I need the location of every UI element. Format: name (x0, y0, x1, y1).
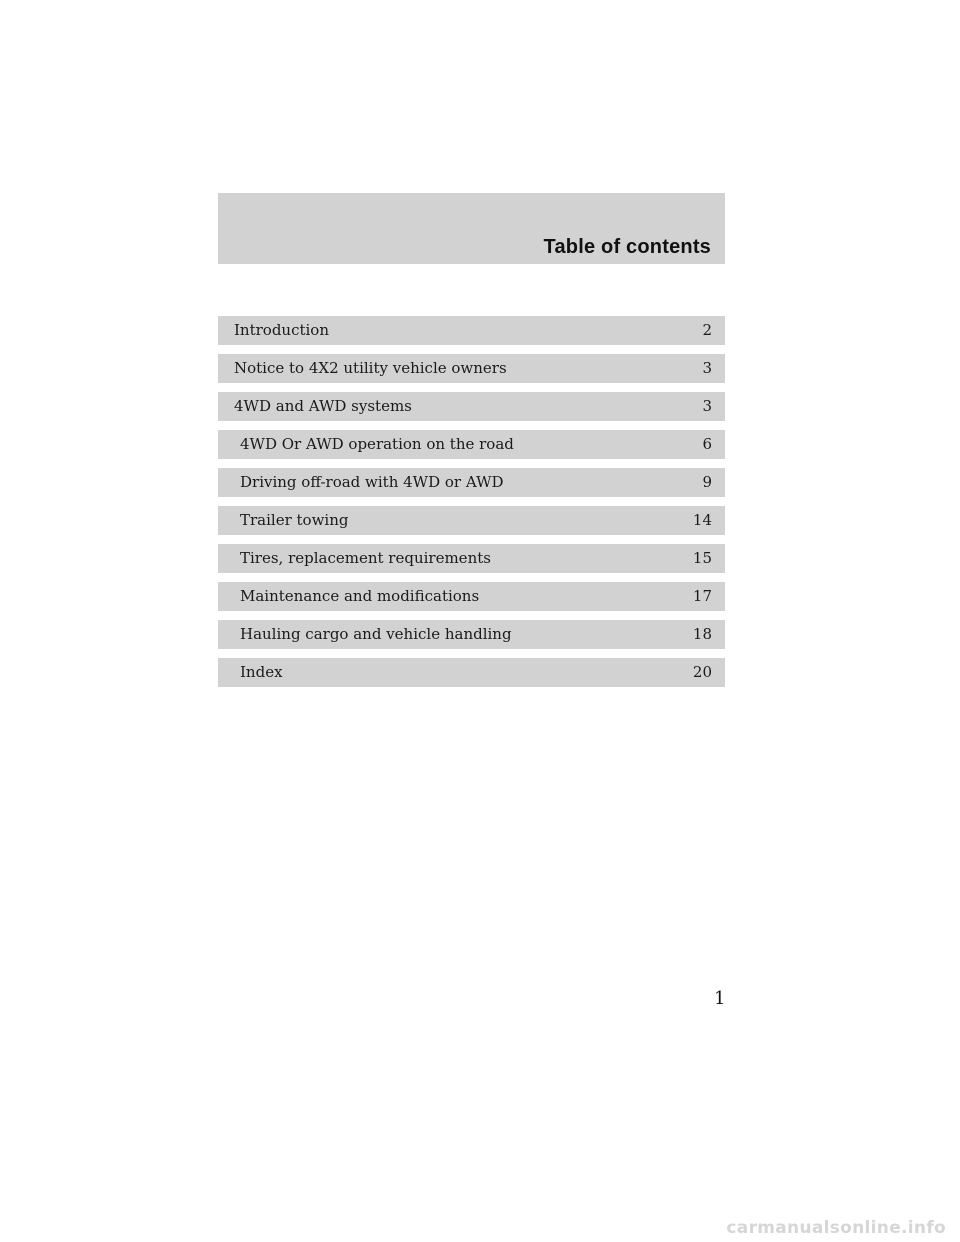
toc-entry-label: Index (240, 663, 283, 681)
toc-entry-label: 4WD Or AWD operation on the road (240, 435, 514, 453)
toc-entry-label: 4WD and AWD systems (234, 397, 412, 415)
toc-entry-page: 20 (692, 663, 712, 681)
toc-entry-page: 18 (692, 625, 712, 643)
toc-entry-page: 6 (702, 435, 712, 453)
toc-entry-page: 15 (692, 549, 712, 567)
toc-entry-label: Hauling cargo and vehicle handling (240, 625, 512, 643)
toc-entry-trailer-towing[interactable] (218, 506, 725, 535)
toc-entry-label: Trailer towing (240, 511, 349, 529)
toc-entry-hauling-cargo[interactable] (218, 620, 725, 649)
page-number: 1 (714, 988, 726, 1009)
toc-entry-index[interactable] (218, 658, 725, 687)
toc-entry-driving-off-road[interactable] (218, 468, 725, 497)
watermark: carmanualsonline.info (726, 1218, 946, 1238)
toc-entry-tires[interactable] (218, 544, 725, 573)
toc-entry-page: 14 (692, 511, 712, 529)
toc-entry-label: Notice to 4X2 utility vehicle owners (234, 359, 507, 377)
toc-entry-label: Introduction (234, 321, 329, 339)
toc-entry-label: Driving off-road with 4WD or AWD (240, 473, 504, 491)
toc-entry-page: 2 (702, 321, 712, 339)
toc-entry-page: 9 (702, 473, 712, 491)
page-title: Table of contents (543, 236, 711, 258)
toc-entry-page: 3 (702, 359, 712, 377)
toc-entry-operation-on-road[interactable] (218, 430, 725, 459)
toc-entry-label: Maintenance and modifications (240, 587, 480, 605)
toc-entry-label: Tires, replacement requirements (240, 549, 491, 567)
toc-entry-maintenance[interactable] (218, 582, 725, 611)
toc-entry-notice-4x2[interactable] (218, 354, 725, 383)
toc-entry-introduction[interactable] (218, 316, 725, 345)
toc-entry-4wd-awd-systems[interactable] (218, 392, 725, 421)
header-band (218, 193, 725, 264)
toc-entry-page: 17 (692, 587, 712, 605)
toc-entry-page: 3 (702, 397, 712, 415)
